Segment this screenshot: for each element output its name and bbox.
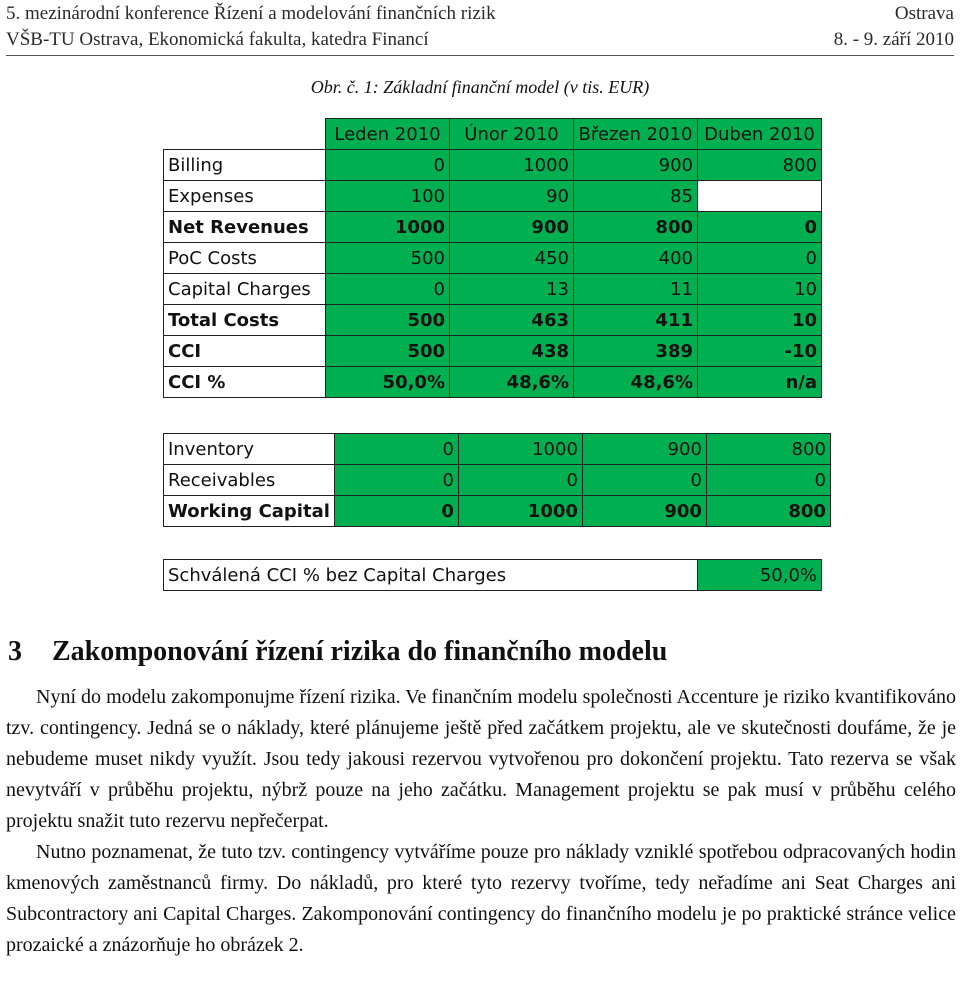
value-cell: 900 — [574, 150, 698, 181]
value-cell: 463 — [450, 305, 574, 336]
value-cell: 1000 — [458, 496, 582, 527]
column-header: Únor 2010 — [450, 119, 574, 150]
value-cell: 900 — [582, 496, 706, 527]
value-cell: 450 — [450, 243, 574, 274]
value-cell: 0 — [334, 465, 458, 496]
value-cell: 500 — [326, 243, 450, 274]
working-capital-table — [163, 433, 831, 527]
value-cell: 11 — [574, 274, 698, 305]
summary-value: 50,0% — [698, 560, 822, 591]
value-cell: 1000 — [450, 150, 574, 181]
value-cell: 0 — [326, 274, 450, 305]
row-label: Total Costs — [164, 305, 326, 336]
value-cell: 10 — [698, 274, 822, 305]
figure-caption: Obr. č. 1: Základní finanční model (v tis. EUR) — [310, 77, 650, 97]
value-cell: 13 — [450, 274, 574, 305]
row-label: PoC Costs — [164, 243, 326, 274]
value-cell: 0 — [582, 465, 706, 496]
row-label: CCI — [164, 336, 326, 367]
row-label: Expenses — [164, 181, 326, 212]
row-label: Inventory — [164, 434, 335, 465]
value-cell: 0 — [326, 150, 450, 181]
summary-label: Schválená CCI % bez Capital Charges — [164, 560, 698, 591]
section-title: Zakomponování řízení rizika do finančního modelu — [52, 636, 668, 667]
value-cell: 1000 — [326, 212, 450, 243]
institution-name: VŠB-TU Ostrava, Ekonomická fakulta, katedra Financí — [6, 29, 429, 50]
value-cell: 0 — [334, 434, 458, 465]
table-header-row — [164, 119, 822, 150]
value-cell — [698, 181, 822, 212]
value-cell: 411 — [574, 305, 698, 336]
financial-model-table — [163, 118, 822, 398]
conference-date: 8. - 9. září 2010 — [833, 29, 954, 50]
conference-name: 5. mezinárodní konference Řízení a modelování finančních rizik — [6, 3, 496, 24]
value-cell: 400 — [574, 243, 698, 274]
section-number: 3 — [8, 636, 22, 667]
table-row — [164, 336, 822, 367]
value-cell: 0 — [698, 212, 822, 243]
row-label: Receivables — [164, 465, 335, 496]
row-label: CCI % — [164, 367, 326, 398]
table-row — [164, 496, 831, 527]
value-cell: 800 — [706, 434, 830, 465]
table-row — [164, 434, 831, 465]
value-cell: -10 — [698, 336, 822, 367]
value-cell: 0 — [706, 465, 830, 496]
header-corner-cell — [164, 119, 326, 150]
section-body — [6, 682, 956, 961]
paragraph-1: Nyní do modelu zakomponujme řízení rizika. Ve finančním modelu společnosti Accenture je riziko kvantifikováno tzv. contingency. Jedná se o náklady, které plánujeme ještě před začátkem projektu, ale ve skutečnosti doufáme, že je nebudeme muset nikdy využít. Jsou tedy jakousi rezervou vytvořenou pro dokončení projektu. Tato rezerva se však nevytváří v průběhu projektu, nýbrž pouze na jeho začátku. Management projektu se pak musí v průběhu celého projektu snažit tuto rezervu nepřečerpat. — [6, 686, 956, 832]
value-cell: 48,6% — [450, 367, 574, 398]
running-header-line-1 — [6, 3, 954, 25]
value-cell: 85 — [574, 181, 698, 212]
table-row — [164, 150, 822, 181]
value-cell: 10 — [698, 305, 822, 336]
value-cell: 90 — [450, 181, 574, 212]
table-row — [164, 243, 822, 274]
value-cell: n/a — [698, 367, 822, 398]
row-label: Billing — [164, 150, 326, 181]
column-header: Duben 2010 — [698, 119, 822, 150]
running-header-line-2 — [6, 29, 954, 51]
value-cell: 800 — [706, 496, 830, 527]
value-cell: 48,6% — [574, 367, 698, 398]
table-row — [164, 274, 822, 305]
table-row — [164, 465, 831, 496]
value-cell: 800 — [574, 212, 698, 243]
row-label: Capital Charges — [164, 274, 326, 305]
header-rule — [6, 55, 954, 56]
row-label: Working Capital — [164, 496, 335, 527]
value-cell: 389 — [574, 336, 698, 367]
table-row — [164, 367, 822, 398]
table-row — [164, 181, 822, 212]
value-cell: 800 — [698, 150, 822, 181]
value-cell: 1000 — [458, 434, 582, 465]
conference-city: Ostrava — [894, 3, 954, 24]
value-cell: 900 — [582, 434, 706, 465]
value-cell: 100 — [326, 181, 450, 212]
table-row — [164, 560, 822, 591]
value-cell: 0 — [458, 465, 582, 496]
value-cell: 500 — [326, 305, 450, 336]
approved-cci-table — [163, 559, 822, 591]
row-label: Net Revenues — [164, 212, 326, 243]
value-cell: 500 — [326, 336, 450, 367]
section-heading — [8, 636, 667, 668]
table-row — [164, 305, 822, 336]
column-header: Leden 2010 — [326, 119, 450, 150]
value-cell: 0 — [334, 496, 458, 527]
paragraph-2: Nutno poznamenat, že tuto tzv. contingency vytváříme pouze pro náklady vzniklé spotřebou odpracovaných hodin kmenových zaměstnanců firmy. Do nákladů, pro které tyto rezervy tvoříme, tedy neřadíme ani Seat Charges ani Subcontractory ani Capital Charges. Zakomponování contingency do finančního modelu je po praktické stránce velice prozaické a znázorňuje ho obrázek 2. — [6, 841, 956, 956]
table-row — [164, 212, 822, 243]
value-cell: 438 — [450, 336, 574, 367]
value-cell: 50,0% — [326, 367, 450, 398]
column-header: Březen 2010 — [574, 119, 698, 150]
value-cell: 0 — [698, 243, 822, 274]
value-cell: 900 — [450, 212, 574, 243]
